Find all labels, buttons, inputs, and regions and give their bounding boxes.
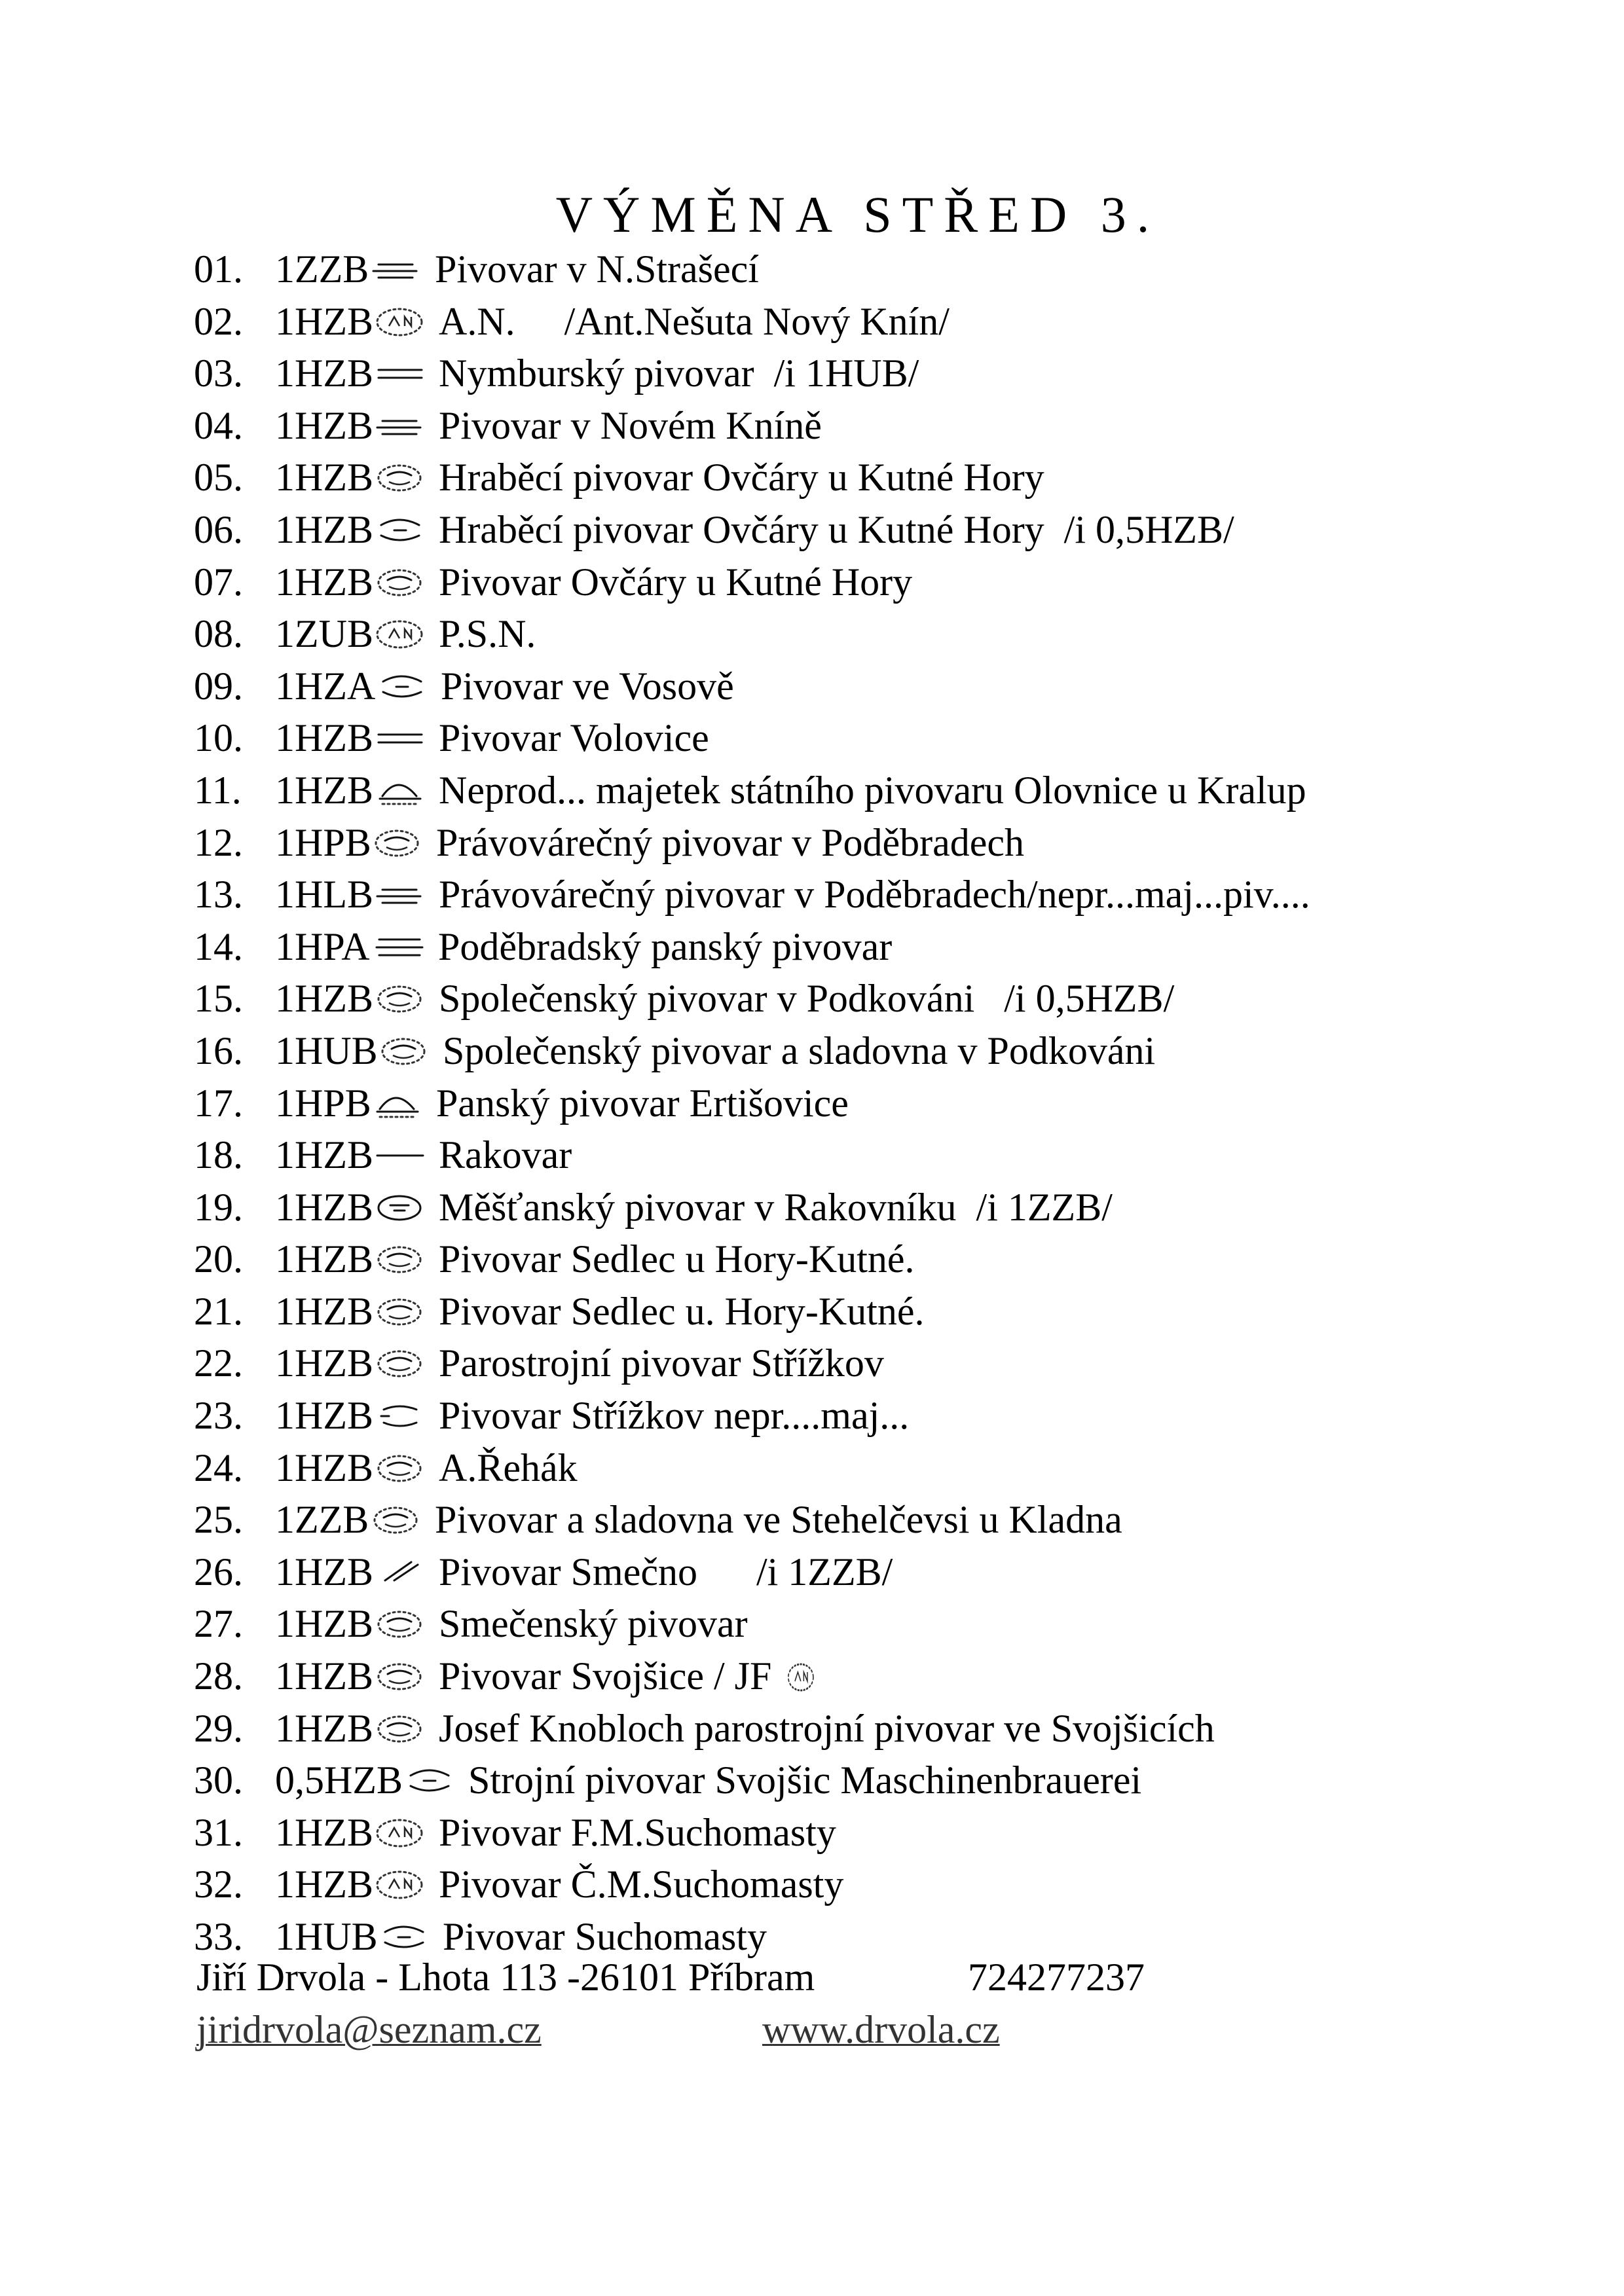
list-item bbox=[194, 1494, 1569, 1546]
list-item bbox=[194, 1442, 1569, 1495]
item-code: 1HZB bbox=[275, 1706, 373, 1750]
brewery-name-text: Rakovar bbox=[439, 1133, 572, 1177]
item-number: 32. bbox=[194, 1863, 243, 1906]
brewery-name bbox=[439, 1233, 915, 1286]
item-number: 12. bbox=[194, 820, 243, 864]
list-item bbox=[194, 296, 1569, 348]
item-number: 14. bbox=[194, 924, 243, 968]
brewery-name-text: A.N. /Ant.Nešuta Nový Knín/ bbox=[439, 299, 950, 343]
brewery-name-text: Strojní pivovar Svojšic Maschinenbrauerei bbox=[468, 1758, 1142, 1802]
brewery-name bbox=[439, 1807, 836, 1859]
dotted-oval-stamp-icon bbox=[368, 1453, 434, 1483]
brewery-name-text: Právovárečný pivovar v Poděbradech/nepr...maj...piv.... bbox=[439, 873, 1310, 917]
half-oval-stamp-icon bbox=[372, 1922, 437, 1952]
dotted-oval-stamp-icon bbox=[368, 462, 434, 492]
brewery-name bbox=[439, 1390, 909, 1442]
item-code: 1HZB bbox=[275, 1810, 373, 1854]
dotted-oval-stamp-icon bbox=[364, 1504, 430, 1535]
item-number: 18. bbox=[194, 1133, 243, 1177]
dotted-oval-stamp-icon bbox=[368, 1244, 434, 1274]
item-code: 1HZB bbox=[275, 403, 373, 447]
brewery-name bbox=[439, 1598, 748, 1650]
half-oval-stamp-icon bbox=[368, 515, 434, 545]
item-code: 1ZZB bbox=[275, 247, 369, 291]
item-code: 0,5HZB bbox=[275, 1758, 403, 1802]
broken-oval-stamp-icon bbox=[368, 1400, 434, 1430]
item-number: 05. bbox=[194, 456, 243, 500]
item-number: 16. bbox=[194, 1029, 243, 1072]
list-item bbox=[194, 921, 1569, 974]
item-code: 1HZB bbox=[275, 1446, 373, 1489]
list-item bbox=[194, 1807, 1569, 1859]
lines-marker-icon bbox=[368, 879, 434, 909]
brewery-name bbox=[441, 661, 734, 713]
item-code: 1HZB bbox=[275, 456, 373, 500]
item-code: 1HZB bbox=[275, 1237, 373, 1281]
item-code: 1HZB bbox=[275, 1654, 373, 1698]
brewery-name-text: Společenský pivovar a sladovna v Podkováni bbox=[443, 1029, 1156, 1072]
phone-number: 724277237 bbox=[968, 1956, 1145, 1999]
item-code: 1HZB bbox=[275, 1289, 373, 1333]
item-number: 24. bbox=[194, 1446, 243, 1489]
item-code: 1HLB bbox=[275, 873, 373, 917]
item-code: 1HZB bbox=[275, 1394, 373, 1438]
brewery-name-text: Parostrojní pivovar Střížkov bbox=[439, 1341, 884, 1385]
list-item bbox=[194, 1650, 1569, 1703]
item-code: 1HPB bbox=[275, 820, 371, 864]
item-number: 33. bbox=[194, 1915, 243, 1958]
item-number: 11. bbox=[194, 768, 242, 812]
website-link[interactable]: www.drvola.cz bbox=[762, 2008, 1000, 2051]
list-item bbox=[194, 1703, 1569, 1755]
list-item bbox=[194, 869, 1569, 921]
dotted-oval-stamp-icon bbox=[372, 1036, 437, 1066]
item-code: 1HUB bbox=[275, 1915, 378, 1958]
lines-marker-icon bbox=[368, 410, 434, 441]
list-item bbox=[194, 1129, 1569, 1182]
fm-monogram-stamp-icon bbox=[368, 1817, 434, 1848]
item-number: 09. bbox=[194, 664, 243, 708]
list-item bbox=[194, 1546, 1569, 1599]
item-number: 20. bbox=[194, 1237, 243, 1281]
brewery-name-text: P.S.N. bbox=[439, 612, 536, 656]
item-number: 01. bbox=[194, 247, 243, 291]
item-number: 29. bbox=[194, 1706, 243, 1750]
cm-monogram-stamp-icon bbox=[368, 1869, 434, 1899]
list-item bbox=[194, 1338, 1569, 1390]
dotted-oval-stamp-icon bbox=[365, 828, 431, 858]
item-code: 1HZB bbox=[275, 1341, 373, 1385]
brewery-name bbox=[439, 608, 536, 661]
brewery-name-text: Panský pivovar Ertišovice bbox=[436, 1081, 849, 1125]
email-link[interactable]: jiridrvola@seznam.cz bbox=[196, 2008, 542, 2051]
brewery-name-text: Hraběcí pivovar Ovčáry u Kutné Hory /i 0,5HZB/ bbox=[439, 507, 1234, 551]
brewery-name-text: Společenský pivovar v Podkováni /i 0,5HZB/ bbox=[439, 977, 1175, 1021]
list-item bbox=[194, 556, 1569, 609]
list-item bbox=[194, 1182, 1569, 1234]
item-code: 1HZB bbox=[275, 1602, 373, 1646]
brewery-name-text: Pivovar Střížkov nepr....maj... bbox=[439, 1394, 910, 1438]
brewery-name-text: Pivovar Sedlec u. Hory-Kutné. bbox=[439, 1289, 925, 1333]
item-list bbox=[194, 244, 1569, 1963]
item-code: 1ZZB bbox=[275, 1498, 369, 1542]
brewery-name bbox=[439, 1650, 820, 1703]
item-number: 13. bbox=[194, 873, 243, 917]
item-code: 1HZB bbox=[275, 1185, 373, 1229]
item-code: 1HUB bbox=[275, 1029, 378, 1072]
item-number: 25. bbox=[194, 1498, 243, 1542]
brewery-name-text: Neprod... majetek státního pivovaru Olovnice u Kralup bbox=[439, 768, 1306, 812]
brewery-name-text: Josef Knobloch parostrojní pivovar ve Svojšicích bbox=[439, 1706, 1215, 1750]
brewery-name bbox=[439, 1129, 572, 1182]
item-code: 1HZB bbox=[275, 560, 373, 604]
list-item bbox=[194, 712, 1569, 765]
brewery-name bbox=[439, 1859, 843, 1911]
oval-stamp-icon bbox=[368, 1192, 434, 1222]
brewery-name bbox=[439, 1338, 884, 1390]
list-item bbox=[194, 661, 1569, 713]
brewery-name bbox=[436, 1078, 849, 1130]
item-number: 07. bbox=[194, 560, 243, 604]
dotted-oval-stamp-icon bbox=[368, 983, 434, 1013]
brewery-name bbox=[439, 765, 1306, 817]
brewery-name bbox=[439, 1703, 1215, 1755]
item-number: 08. bbox=[194, 612, 243, 656]
brewery-name-text: Nymburský pivovar /i 1HUB/ bbox=[439, 352, 919, 395]
brewery-name bbox=[438, 921, 892, 974]
item-code: 1HZB bbox=[275, 1550, 373, 1594]
brewery-name-text: Pivovar Ovčáry u Kutné Hory bbox=[439, 560, 913, 604]
brewery-name-text: Pivovar Svojšice / JF bbox=[439, 1654, 772, 1698]
item-number: 21. bbox=[194, 1289, 243, 1333]
page-title: VÝMĚNA STŘED 3. bbox=[555, 186, 1160, 243]
brewery-name-text: Pivovar ve Vosově bbox=[441, 664, 734, 708]
brewery-name-text: Pivovar Suchomasty bbox=[443, 1915, 767, 1958]
double-line-marker-icon bbox=[368, 723, 434, 753]
brewery-name bbox=[439, 556, 912, 609]
item-number: 17. bbox=[194, 1081, 243, 1125]
item-number: 28. bbox=[194, 1654, 243, 1698]
brewery-name-text: Právovárečný pivovar v Poděbradech bbox=[436, 820, 1025, 864]
brewery-name bbox=[439, 1182, 1113, 1234]
half-oval-stamp-icon bbox=[397, 1765, 463, 1795]
item-code: 1HZB bbox=[275, 716, 373, 760]
item-code: 1HZB bbox=[275, 1863, 373, 1906]
brewery-name bbox=[435, 244, 759, 296]
brewery-name bbox=[439, 1286, 925, 1338]
double-line-marker-icon bbox=[368, 358, 434, 388]
dotted-oval-stamp-icon bbox=[368, 567, 434, 597]
item-number: 03. bbox=[194, 352, 243, 395]
list-item bbox=[194, 1598, 1569, 1650]
jf-monogram-stamp-icon bbox=[783, 1662, 820, 1692]
item-code: 1HZB bbox=[275, 977, 373, 1021]
lines-marker-icon bbox=[364, 254, 430, 284]
list-item bbox=[194, 1286, 1569, 1338]
item-code: 1HPB bbox=[275, 1081, 371, 1125]
brewery-name-text: Pivovar F.M.Suchomasty bbox=[439, 1810, 836, 1854]
item-number: 26. bbox=[194, 1550, 243, 1594]
arch-stamp-icon bbox=[365, 1088, 431, 1118]
brewery-name bbox=[436, 817, 1024, 869]
item-number: 22. bbox=[194, 1341, 243, 1385]
address: Jiří Drvola - Lhota 113 -26101 Příbram bbox=[196, 1956, 815, 1999]
an-monogram-stamp-icon bbox=[368, 306, 434, 337]
list-item bbox=[194, 1078, 1569, 1130]
half-oval-stamp-icon bbox=[370, 671, 435, 701]
brewery-name bbox=[439, 452, 1044, 504]
item-code: 1HZB bbox=[275, 507, 373, 551]
brewery-name bbox=[439, 1546, 893, 1599]
contact-line bbox=[196, 1951, 1145, 2003]
brewery-name bbox=[435, 1494, 1122, 1546]
brewery-name-text: Pivovar Č.M.Suchomasty bbox=[439, 1863, 844, 1906]
dotted-oval-stamp-icon bbox=[368, 1296, 434, 1326]
brewery-name bbox=[439, 869, 1310, 921]
list-item bbox=[194, 1755, 1569, 1807]
item-number: 23. bbox=[194, 1394, 243, 1438]
triple-line-marker-icon bbox=[367, 932, 433, 962]
item-number: 31. bbox=[194, 1810, 243, 1854]
single-line-marker-icon bbox=[368, 1140, 434, 1170]
brewery-name bbox=[443, 1025, 1155, 1078]
brewery-name bbox=[439, 1442, 578, 1495]
brewery-name bbox=[439, 348, 919, 400]
list-item bbox=[194, 400, 1569, 452]
list-item bbox=[194, 1025, 1569, 1078]
brewery-name-text: Pivovar v Novém Kníně bbox=[439, 403, 822, 447]
brewery-name-text: A.Řehák bbox=[439, 1446, 578, 1489]
links-line bbox=[196, 2003, 1000, 2056]
list-item bbox=[194, 608, 1569, 661]
dotted-oval-stamp-icon bbox=[368, 1713, 434, 1743]
list-item bbox=[194, 765, 1569, 817]
dotted-oval-stamp-icon bbox=[368, 1348, 434, 1378]
brewery-name-text: Smečenský pivovar bbox=[439, 1602, 748, 1646]
list-item bbox=[194, 1859, 1569, 1911]
item-number: 06. bbox=[194, 507, 243, 551]
item-code: 1HZB bbox=[275, 1133, 373, 1177]
list-item bbox=[194, 504, 1569, 556]
brewery-name bbox=[439, 973, 1174, 1025]
list-item bbox=[194, 817, 1569, 869]
list-item bbox=[194, 1233, 1569, 1286]
brewery-name-text: Pivovar Volovice bbox=[439, 716, 709, 760]
item-number: 15. bbox=[194, 977, 243, 1021]
item-code: 1HPA bbox=[275, 924, 370, 968]
item-number: 10. bbox=[194, 716, 243, 760]
brewery-name-text: Pivovar Smečno /i 1ZZB/ bbox=[439, 1550, 893, 1594]
brewery-name-text: Poděbradský panský pivovar bbox=[438, 924, 893, 968]
brewery-name bbox=[439, 400, 822, 452]
brewery-name bbox=[468, 1755, 1141, 1807]
arch-stamp-icon bbox=[368, 775, 434, 805]
brewery-name bbox=[439, 504, 1234, 556]
brewery-name-text: Pivovar v N.Strašecí bbox=[435, 247, 759, 291]
item-code: 1ZUB bbox=[275, 612, 373, 656]
brewery-name-text: Pivovar Sedlec u Hory-Kutné. bbox=[439, 1237, 915, 1281]
list-item bbox=[194, 452, 1569, 504]
list-item bbox=[194, 1390, 1569, 1442]
item-number: 02. bbox=[194, 299, 243, 343]
item-code: 1HZB bbox=[275, 768, 373, 812]
list-item bbox=[194, 973, 1569, 1025]
brewery-name bbox=[439, 296, 950, 348]
item-code: 1HZB bbox=[275, 299, 373, 343]
item-number: 30. bbox=[194, 1758, 243, 1802]
item-code: 1HZA bbox=[275, 664, 376, 708]
dotted-oval-stamp-icon bbox=[368, 1661, 434, 1691]
item-number: 04. bbox=[194, 403, 243, 447]
item-number: 27. bbox=[194, 1602, 243, 1646]
brewery-name-text: Pivovar a sladovna ve Stehelčevsi u Kladna bbox=[435, 1498, 1122, 1542]
brewery-name bbox=[439, 712, 709, 765]
list-item bbox=[194, 244, 1569, 296]
list-item bbox=[194, 348, 1569, 400]
dotted-oval-stamp-icon bbox=[368, 1609, 434, 1639]
brewery-name-text: Hraběcí pivovar Ovčáry u Kutné Hory bbox=[439, 456, 1044, 500]
item-code: 1HZB bbox=[275, 352, 373, 395]
diagonal-stroke-marker-icon bbox=[368, 1557, 434, 1587]
brewery-name-text: Měšťanský pivovar v Rakovníku /i 1ZZB/ bbox=[439, 1185, 1113, 1229]
item-number: 19. bbox=[194, 1185, 243, 1229]
psn-monogram-stamp-icon bbox=[368, 619, 434, 649]
